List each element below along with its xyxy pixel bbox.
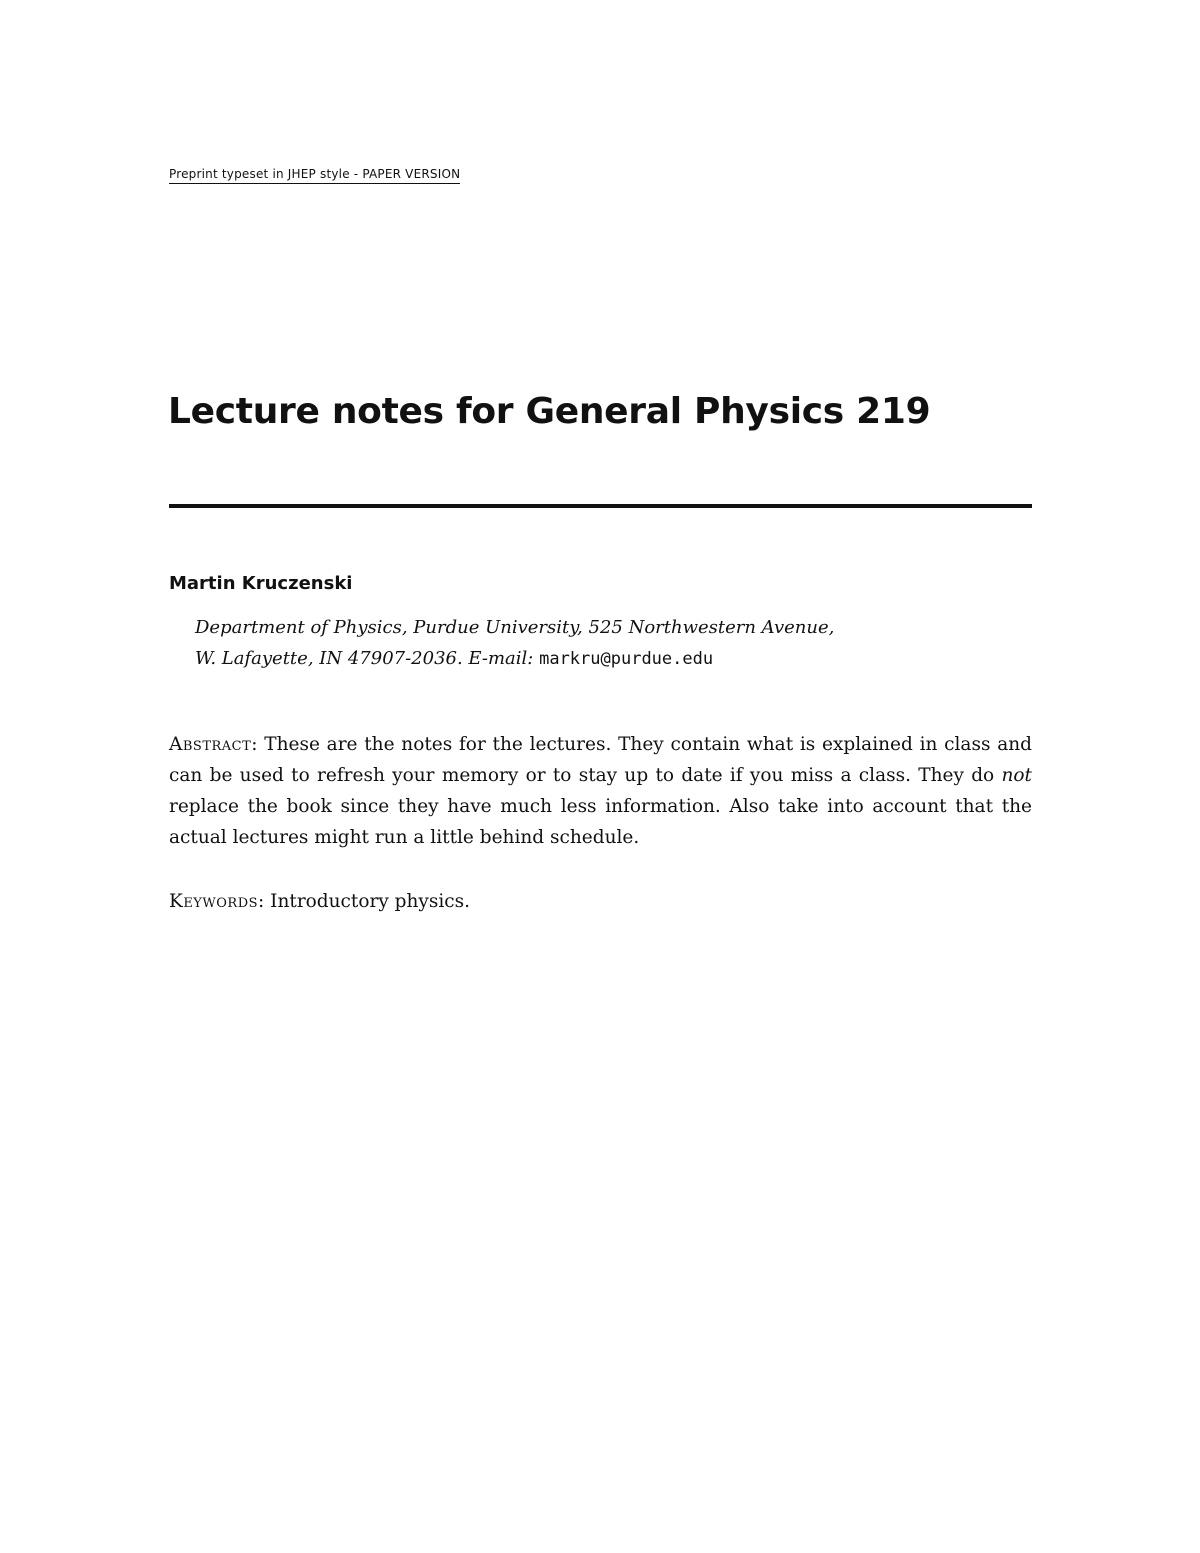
abstract-text-1: These are the notes for the lectures. They contain what is explained in class and can be used to refresh your memory or to stay up to date if you miss a class. They do [169,734,1032,786]
affiliation-address: W. Lafayette, IN 47907-2036. E-mail: [195,648,540,669]
preprint-notice: Preprint typeset in JHEP style - PAPER VERSION [169,167,460,184]
paper-title: Lecture notes for General Physics 219 [168,391,931,432]
author-email[interactable]: markru@purdue.edu [539,649,714,669]
keywords: Keywords: Introductory physics. [169,891,471,912]
title-rule [169,504,1032,508]
author-name: Martin Kruczenski [169,573,353,594]
abstract-label: Abstract [169,734,252,755]
keywords-label: Keywords [169,891,259,912]
affiliation-line-2 [195,643,834,675]
keywords-text: Introductory physics. [270,891,471,912]
abstract-text-2: replace the book since they have much less information. Also take into account that the actual lectures might run a little behind schedule. [169,796,1032,848]
abstract: Abstract: These are the notes for the lectures. They contain what is explained in class and can be used to refresh your memory or to stay up to date if you miss a class. They do not replace the book since they have much less information. Also take into account that the actual lectures might run a little behind schedule. [169,734,1032,848]
abstract-emphasis: not [1001,765,1032,786]
affiliation-line-1: Department of Physics, Purdue University, 525 Northwestern Avenue, [195,617,835,638]
author-affiliation [195,612,834,675]
